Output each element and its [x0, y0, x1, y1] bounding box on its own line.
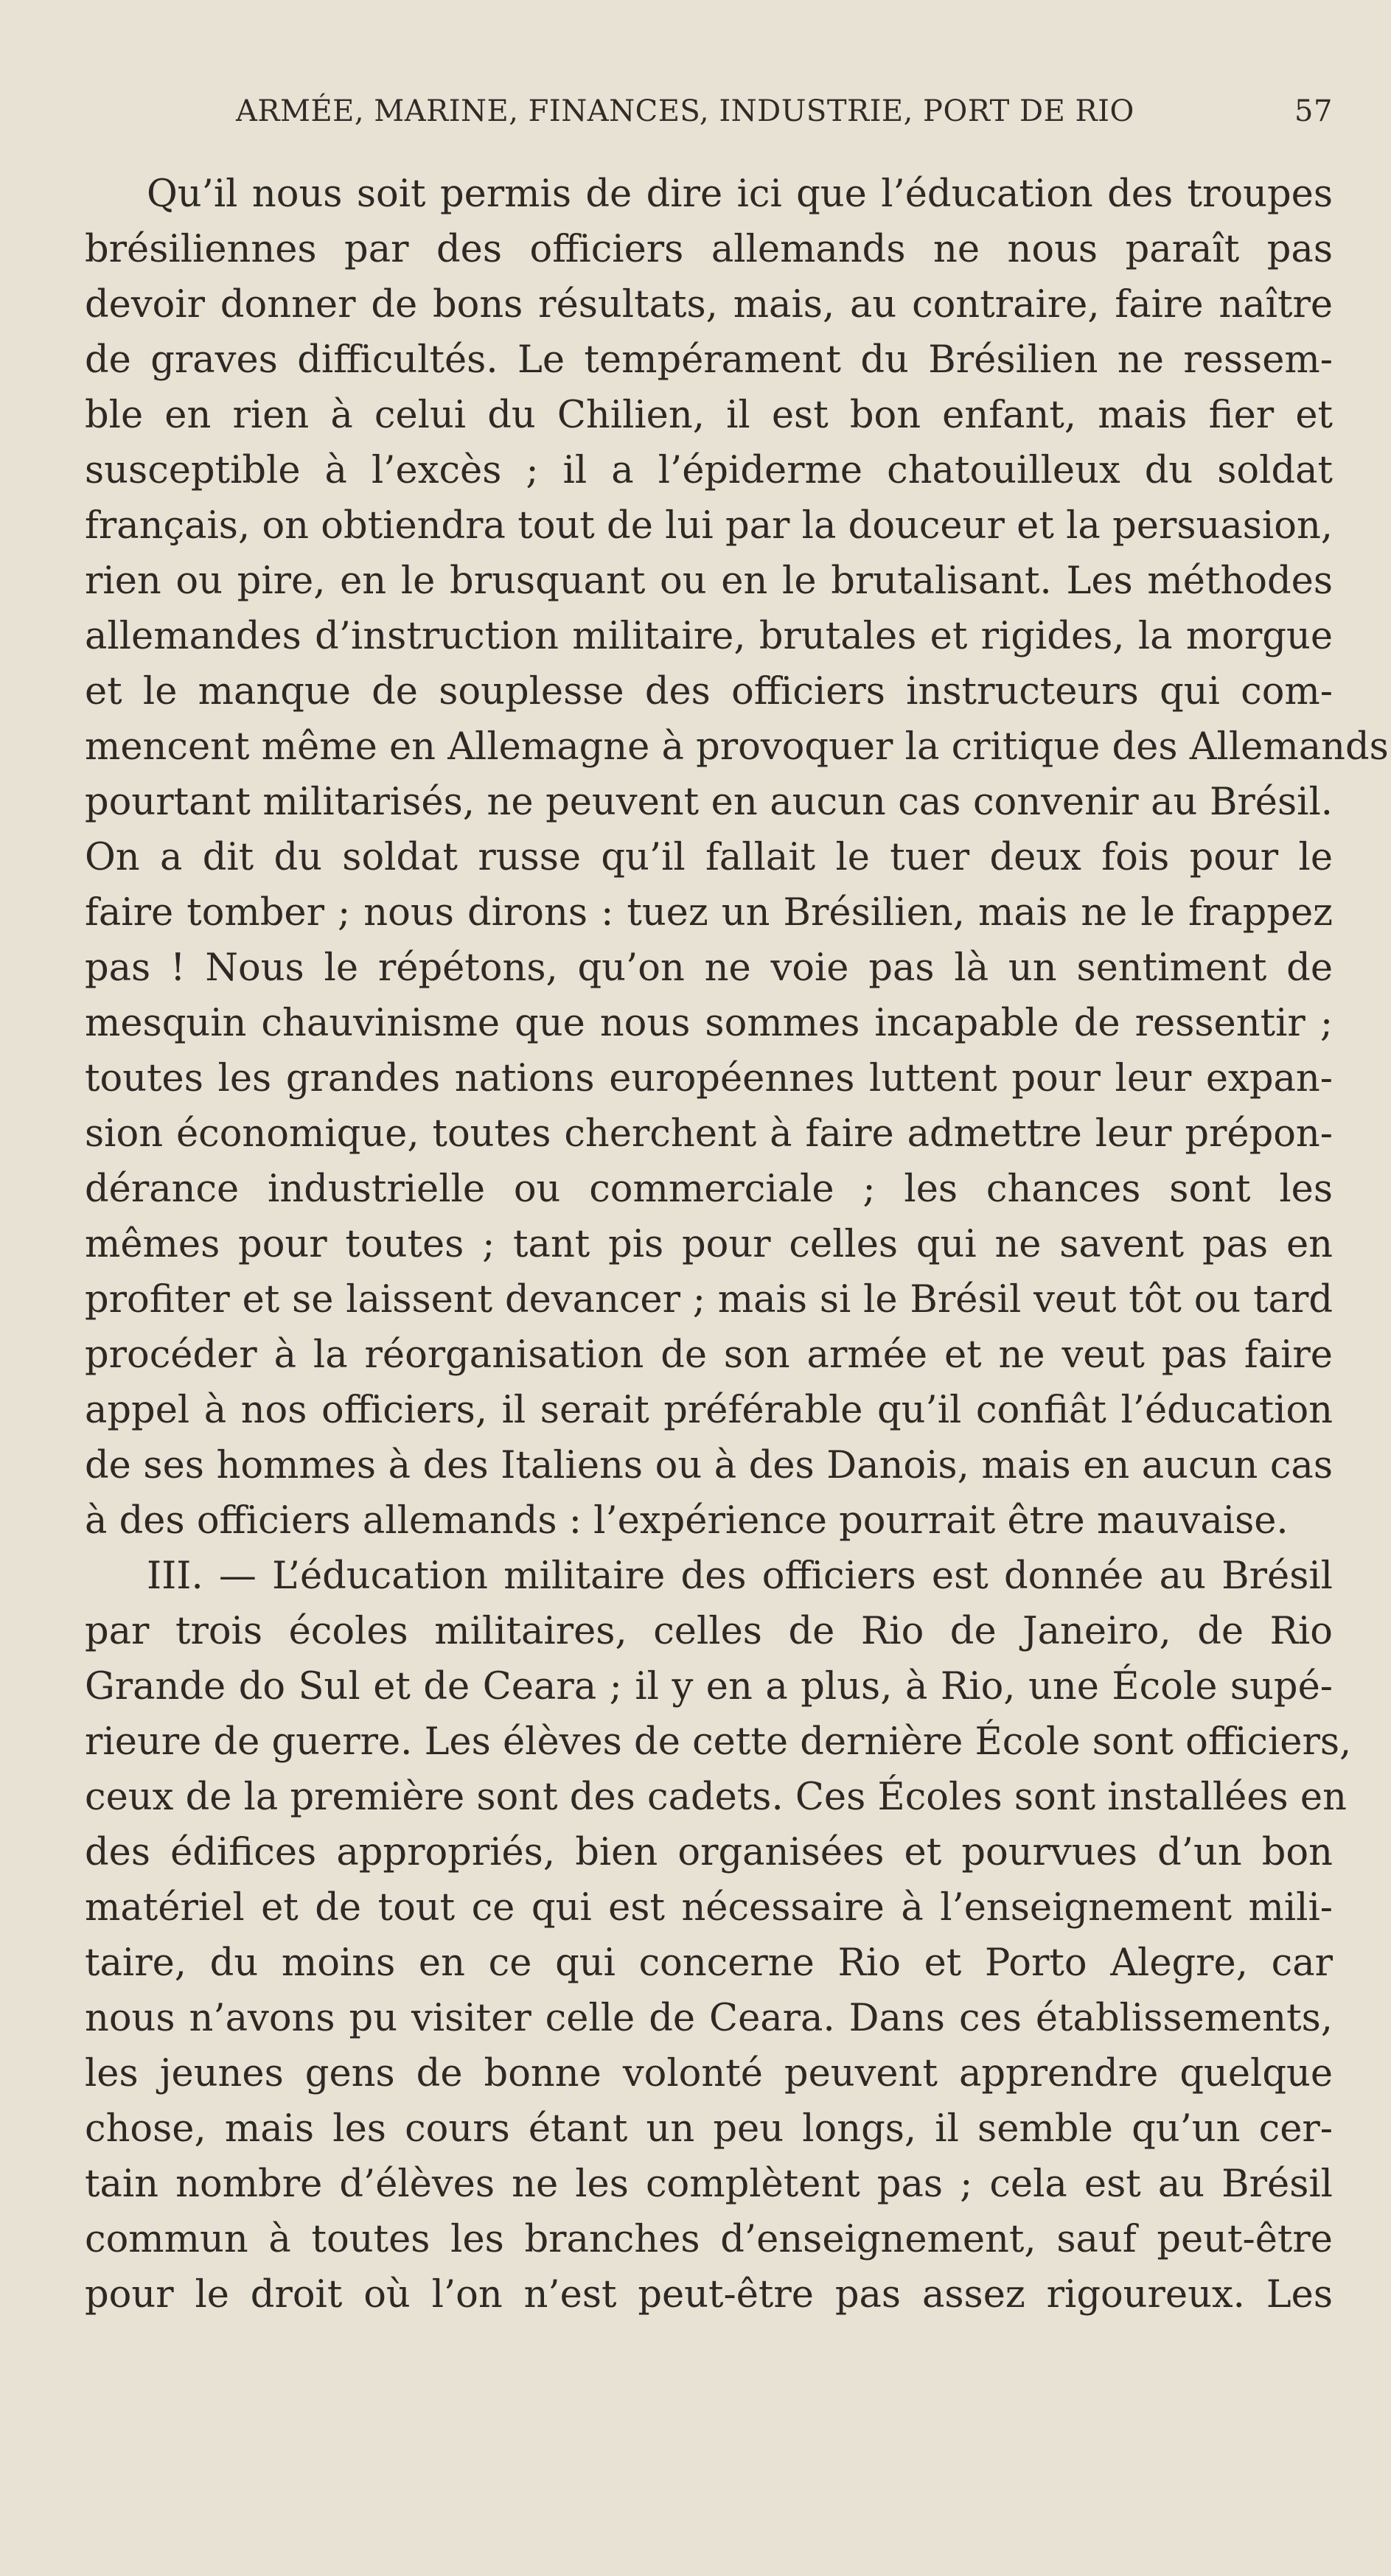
body-text: [85, 167, 1389, 2322]
text-line: tain nombre d’élèves ne les complètent pas ; cela est au Brésil: [85, 2163, 1333, 2206]
text-line: des édifices appropriés, bien organisées et pourvues d’un bon: [85, 1831, 1333, 1874]
text-line: à des officiers allemands : l’expérience pourrait être mauvaise.: [85, 1499, 1289, 1543]
text-line: mesquin chauvinisme que nous sommes incapable de ressentir ;: [85, 1002, 1333, 1045]
text-line: par trois écoles militaires, celles de Rio de Janeiro, de Rio: [85, 1610, 1333, 1653]
text-line: Grande do Sul et de Ceara ; il y en a plus, à Rio, une École supé-: [85, 1665, 1333, 1708]
text-line: III. — L’éducation militaire des officiers est donnée au Brésil: [147, 1554, 1333, 1598]
paragraph-2: [85, 1549, 1352, 2322]
text-line: devoir donner de bons résultats, mais, au contraire, faire naître: [85, 283, 1333, 327]
text-line: allemandes d’instruction militaire, brutales et rigides, la morgue: [85, 615, 1333, 658]
text-line: Qu’il nous soit permis de dire ici que l’éducation des troupes: [147, 172, 1333, 216]
text-line: mencent même en Allemagne à provoquer la critique des Allemands: [85, 725, 1389, 769]
text-line: de graves difficultés. Le tempérament du Brésilien ne ressem-: [85, 338, 1333, 382]
text-line: ble en rien à celui du Chilien, il est bon enfant, mais fier et: [85, 394, 1333, 437]
text-line: les jeunes gens de bonne volonté peuvent apprendre quelque: [85, 2052, 1333, 2095]
text-line: profiter et se laissent devancer ; mais si le Brésil veut tôt ou tard: [85, 1278, 1333, 1322]
text-line: nous n’avons pu visiter celle de Ceara. Dans ces établissements,: [85, 1997, 1333, 2040]
text-line: taire, du moins en ce qui concerne Rio et Porto Alegre, car: [85, 1941, 1333, 1985]
text-line: pas ! Nous le répétons, qu’on ne voie pas là un sentiment de: [85, 946, 1333, 990]
text-line: ceux de la première sont des cadets. Ces Écoles sont installées en: [85, 1776, 1347, 1819]
text-line: rieure de guerre. Les élèves de cette dernière École sont officiers,: [85, 1720, 1352, 1764]
text-line: mêmes pour toutes ; tant pis pour celles qui ne savent pas en: [85, 1223, 1333, 1266]
text-line: commun à toutes les branches d’enseignement, sauf peut-être: [85, 2218, 1333, 2261]
text-line: appel à nos officiers, il serait préférable qu’il confiât l’éducation: [85, 1389, 1333, 1432]
text-line: de ses hommes à des Italiens ou à des Danois, mais en aucun cas: [85, 1444, 1333, 1487]
running-title: ARMÉE, MARINE, FINANCES, INDUSTRIE, PORT DE RIO: [236, 94, 1134, 128]
text-line: On a dit du soldat russe qu’il fallait le tuer deux fois pour le: [85, 836, 1333, 879]
text-line: brésiliennes par des officiers allemands ne nous paraît pas: [85, 228, 1333, 271]
text-line: français, on obtiendra tout de lui par la douceur et la persuasion,: [85, 504, 1333, 548]
text-line: dérance industrielle ou commerciale ; les chances sont les: [85, 1167, 1333, 1211]
page-number: 57: [1294, 94, 1333, 128]
page-header: [0, 94, 1391, 139]
text-line: pourtant militarisés, ne peuvent en aucun cas convenir au Brésil.: [85, 781, 1333, 824]
text-line: matériel et de tout ce qui est nécessaire à l’enseignement mili-: [85, 1886, 1333, 1930]
text-line: susceptible à l’excès ; il a l’épiderme chatouilleux du soldat: [85, 449, 1333, 492]
text-line: pour le droit où l’on n’est peut-être pas assez rigoureux. Les: [85, 2273, 1333, 2317]
text-line: toutes les grandes nations européennes luttent pour leur expan-: [85, 1057, 1333, 1100]
paragraph-1: [85, 167, 1389, 1549]
text-line: rien ou pire, en le brusquant ou en le brutalisant. Les méthodes: [85, 559, 1333, 603]
text-line: chose, mais les cours étant un peu longs, il semble qu’un cer-: [85, 2107, 1333, 2151]
text-line: et le manque de souplesse des officiers instructeurs qui com-: [85, 670, 1333, 713]
text-line: sion économique, toutes cherchent à faire admettre leur prépon-: [85, 1112, 1333, 1156]
text-line: faire tomber ; nous dirons : tuez un Brésilien, mais ne le frappez: [85, 891, 1333, 935]
text-line: procéder à la réorganisation de son armée et ne veut pas faire: [85, 1333, 1333, 1377]
